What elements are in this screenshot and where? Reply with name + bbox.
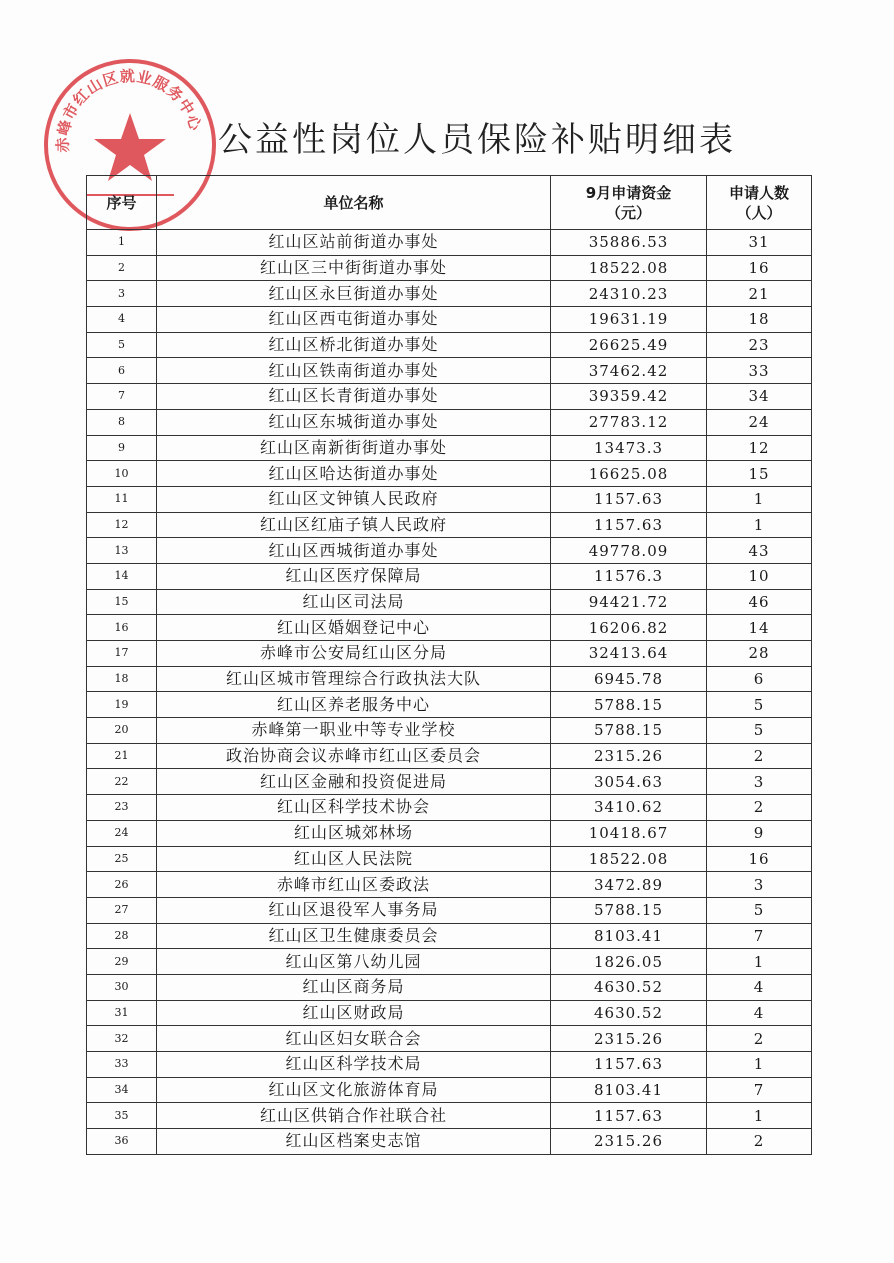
- cell-applicant-count: 7: [707, 923, 812, 949]
- cell-unit-name: 红山区城郊林场: [157, 820, 551, 846]
- table-row: [87, 1077, 812, 1103]
- cell-amount: 16206.82: [551, 615, 707, 641]
- cell-applicant-count: 23: [707, 332, 812, 358]
- cell-unit-name: 红山区红庙子镇人民政府: [157, 512, 551, 538]
- cell-applicant-count: 2: [707, 1026, 812, 1052]
- cell-applicant-count: 46: [707, 589, 812, 615]
- cell-amount: 26625.49: [551, 332, 707, 358]
- cell-applicant-count: 1: [707, 486, 812, 512]
- table-row: [87, 486, 812, 512]
- cell-serial-number: 21: [87, 743, 157, 769]
- cell-applicant-count: 33: [707, 358, 812, 384]
- cell-serial-number: 16: [87, 615, 157, 641]
- cell-unit-name: 红山区西城街道办事处: [157, 538, 551, 564]
- table-row: [87, 949, 812, 975]
- cell-applicant-count: 4: [707, 1000, 812, 1026]
- cell-serial-number: 1: [87, 230, 157, 256]
- cell-serial-number: 13: [87, 538, 157, 564]
- cell-amount: 10418.67: [551, 820, 707, 846]
- cell-serial-number: 4: [87, 307, 157, 333]
- table-header-row: [87, 176, 812, 230]
- cell-serial-number: 11: [87, 486, 157, 512]
- cell-unit-name: 红山区西屯街道办事处: [157, 307, 551, 333]
- cell-applicant-count: 16: [707, 846, 812, 872]
- cell-unit-name: 红山区长青街道办事处: [157, 384, 551, 410]
- table-row: [87, 1026, 812, 1052]
- cell-amount: 3054.63: [551, 769, 707, 795]
- table-row: [87, 641, 812, 667]
- cell-applicant-count: 14: [707, 615, 812, 641]
- cell-amount: 35886.53: [551, 230, 707, 256]
- cell-applicant-count: 43: [707, 538, 812, 564]
- cell-amount: 1826.05: [551, 949, 707, 975]
- svg-text:赤峰市红山区就业服务中心: 赤峰市红山区就业服务中心: [53, 67, 205, 153]
- cell-applicant-count: 2: [707, 795, 812, 821]
- cell-unit-name: 红山区退役军人事务局: [157, 897, 551, 923]
- cell-amount: 18522.08: [551, 255, 707, 281]
- cell-unit-name: 红山区科学技术局: [157, 1052, 551, 1078]
- table-row: [87, 409, 812, 435]
- header-serial-number: 序号: [87, 176, 157, 230]
- cell-unit-name: 红山区永巨街道办事处: [157, 281, 551, 307]
- cell-amount: 1157.63: [551, 512, 707, 538]
- cell-amount: 13473.3: [551, 435, 707, 461]
- table-row: [87, 563, 812, 589]
- cell-unit-name: 政治协商会议赤峰市红山区委员会: [157, 743, 551, 769]
- cell-applicant-count: 5: [707, 718, 812, 744]
- cell-unit-name: 红山区供销合作社联合社: [157, 1103, 551, 1129]
- cell-serial-number: 15: [87, 589, 157, 615]
- cell-unit-name: 红山区桥北街道办事处: [157, 332, 551, 358]
- cell-unit-name: 红山区南新街街道办事处: [157, 435, 551, 461]
- cell-amount: 8103.41: [551, 923, 707, 949]
- table-row: [87, 358, 812, 384]
- cell-applicant-count: 21: [707, 281, 812, 307]
- cell-unit-name: 赤峰市红山区委政法: [157, 872, 551, 898]
- cell-serial-number: 23: [87, 795, 157, 821]
- cell-unit-name: 红山区第八幼儿园: [157, 949, 551, 975]
- cell-serial-number: 10: [87, 461, 157, 487]
- cell-serial-number: 8: [87, 409, 157, 435]
- cell-unit-name: 赤峰第一职业中等专业学校: [157, 718, 551, 744]
- table-row: [87, 589, 812, 615]
- table-row: [87, 1103, 812, 1129]
- cell-applicant-count: 31: [707, 230, 812, 256]
- table-row: [87, 718, 812, 744]
- cell-applicant-count: 16: [707, 255, 812, 281]
- cell-amount: 5788.15: [551, 692, 707, 718]
- cell-applicant-count: 18: [707, 307, 812, 333]
- cell-serial-number: 19: [87, 692, 157, 718]
- cell-unit-name: 红山区婚姻登记中心: [157, 615, 551, 641]
- cell-amount: 5788.15: [551, 718, 707, 744]
- cell-unit-name: 红山区东城街道办事处: [157, 409, 551, 435]
- cell-applicant-count: 6: [707, 666, 812, 692]
- cell-unit-name: 红山区养老服务中心: [157, 692, 551, 718]
- cell-serial-number: 25: [87, 846, 157, 872]
- cell-applicant-count: 9: [707, 820, 812, 846]
- cell-amount: 6945.78: [551, 666, 707, 692]
- cell-amount: 39359.42: [551, 384, 707, 410]
- cell-amount: 3472.89: [551, 872, 707, 898]
- cell-amount: 2315.26: [551, 743, 707, 769]
- table-row: [87, 332, 812, 358]
- table-row: [87, 666, 812, 692]
- header-applicant-count: 申请人数 （人）: [707, 176, 812, 230]
- cell-serial-number: 3: [87, 281, 157, 307]
- cell-applicant-count: 4: [707, 974, 812, 1000]
- table-row: [87, 281, 812, 307]
- cell-amount: 3410.62: [551, 795, 707, 821]
- cell-amount: 2315.26: [551, 1129, 707, 1155]
- cell-serial-number: 26: [87, 872, 157, 898]
- cell-unit-name: 红山区档案史志馆: [157, 1129, 551, 1155]
- table-row: [87, 872, 812, 898]
- cell-applicant-count: 3: [707, 769, 812, 795]
- table-row: [87, 1129, 812, 1155]
- cell-amount: 49778.09: [551, 538, 707, 564]
- cell-applicant-count: 10: [707, 563, 812, 589]
- cell-applicant-count: 3: [707, 872, 812, 898]
- cell-amount: 1157.63: [551, 1103, 707, 1129]
- cell-applicant-count: 15: [707, 461, 812, 487]
- cell-serial-number: 24: [87, 820, 157, 846]
- cell-applicant-count: 2: [707, 743, 812, 769]
- table-row: [87, 1000, 812, 1026]
- cell-serial-number: 33: [87, 1052, 157, 1078]
- cell-amount: 16625.08: [551, 461, 707, 487]
- cell-serial-number: 29: [87, 949, 157, 975]
- cell-serial-number: 7: [87, 384, 157, 410]
- table-row: [87, 435, 812, 461]
- table-row: [87, 974, 812, 1000]
- cell-serial-number: 31: [87, 1000, 157, 1026]
- cell-applicant-count: 34: [707, 384, 812, 410]
- cell-serial-number: 32: [87, 1026, 157, 1052]
- cell-unit-name: 红山区站前街道办事处: [157, 230, 551, 256]
- cell-serial-number: 27: [87, 897, 157, 923]
- cell-unit-name: 红山区科学技术协会: [157, 795, 551, 821]
- cell-applicant-count: 7: [707, 1077, 812, 1103]
- cell-applicant-count: 2: [707, 1129, 812, 1155]
- cell-unit-name: 红山区文钟镇人民政府: [157, 486, 551, 512]
- cell-unit-name: 赤峰市公安局红山区分局: [157, 641, 551, 667]
- table-row: [87, 1052, 812, 1078]
- cell-applicant-count: 5: [707, 692, 812, 718]
- cell-amount: 4630.52: [551, 974, 707, 1000]
- table-row: [87, 255, 812, 281]
- cell-serial-number: 20: [87, 718, 157, 744]
- table-row: [87, 384, 812, 410]
- cell-amount: 11576.3: [551, 563, 707, 589]
- cell-unit-name: 红山区商务局: [157, 974, 551, 1000]
- table-row: [87, 692, 812, 718]
- cell-serial-number: 22: [87, 769, 157, 795]
- cell-applicant-count: 1: [707, 949, 812, 975]
- cell-unit-name: 红山区文化旅游体育局: [157, 1077, 551, 1103]
- cell-unit-name: 红山区卫生健康委员会: [157, 923, 551, 949]
- table-row: [87, 897, 812, 923]
- table-row: [87, 615, 812, 641]
- table-row: [87, 230, 812, 256]
- table-row: [87, 743, 812, 769]
- table-row: [87, 769, 812, 795]
- cell-amount: 94421.72: [551, 589, 707, 615]
- cell-unit-name: 红山区金融和投资促进局: [157, 769, 551, 795]
- table-row: [87, 795, 812, 821]
- table-row: [87, 538, 812, 564]
- page-title: 公益性岗位人员保险补贴明细表: [218, 120, 736, 160]
- cell-unit-name: 红山区铁南街道办事处: [157, 358, 551, 384]
- cell-serial-number: 36: [87, 1129, 157, 1155]
- cell-amount: 27783.12: [551, 409, 707, 435]
- cell-amount: 4630.52: [551, 1000, 707, 1026]
- cell-serial-number: 17: [87, 641, 157, 667]
- cell-serial-number: 35: [87, 1103, 157, 1129]
- cell-amount: 8103.41: [551, 1077, 707, 1103]
- header-unit-name: 单位名称: [157, 176, 551, 230]
- table-body: [87, 230, 812, 1155]
- cell-amount: 1157.63: [551, 1052, 707, 1078]
- cell-applicant-count: 1: [707, 512, 812, 538]
- cell-applicant-count: 1: [707, 1103, 812, 1129]
- cell-amount: 37462.42: [551, 358, 707, 384]
- cell-serial-number: 6: [87, 358, 157, 384]
- cell-serial-number: 2: [87, 255, 157, 281]
- header-amount: 9月申请资金 （元）: [551, 176, 707, 230]
- cell-applicant-count: 1: [707, 1052, 812, 1078]
- cell-serial-number: 34: [87, 1077, 157, 1103]
- cell-serial-number: 30: [87, 974, 157, 1000]
- cell-serial-number: 5: [87, 332, 157, 358]
- cell-applicant-count: 28: [707, 641, 812, 667]
- cell-unit-name: 红山区人民法院: [157, 846, 551, 872]
- cell-unit-name: 红山区三中街街道办事处: [157, 255, 551, 281]
- cell-serial-number: 18: [87, 666, 157, 692]
- cell-applicant-count: 5: [707, 897, 812, 923]
- cell-unit-name: 红山区哈达街道办事处: [157, 461, 551, 487]
- cell-amount: 18522.08: [551, 846, 707, 872]
- cell-amount: 19631.19: [551, 307, 707, 333]
- cell-applicant-count: 12: [707, 435, 812, 461]
- cell-amount: 1157.63: [551, 486, 707, 512]
- table-row: [87, 820, 812, 846]
- cell-serial-number: 12: [87, 512, 157, 538]
- cell-serial-number: 28: [87, 923, 157, 949]
- cell-unit-name: 红山区医疗保障局: [157, 563, 551, 589]
- cell-serial-number: 14: [87, 563, 157, 589]
- table-row: [87, 512, 812, 538]
- cell-applicant-count: 24: [707, 409, 812, 435]
- cell-unit-name: 红山区财政局: [157, 1000, 551, 1026]
- cell-unit-name: 红山区司法局: [157, 589, 551, 615]
- cell-unit-name: 红山区妇女联合会: [157, 1026, 551, 1052]
- table-row: [87, 923, 812, 949]
- cell-amount: 24310.23: [551, 281, 707, 307]
- subsidy-detail-table: [86, 175, 812, 1155]
- table-row: [87, 461, 812, 487]
- cell-amount: 32413.64: [551, 641, 707, 667]
- table-row: [87, 307, 812, 333]
- cell-unit-name: 红山区城市管理综合行政执法大队: [157, 666, 551, 692]
- table-row: [87, 846, 812, 872]
- cell-amount: 2315.26: [551, 1026, 707, 1052]
- cell-amount: 5788.15: [551, 897, 707, 923]
- cell-serial-number: 9: [87, 435, 157, 461]
